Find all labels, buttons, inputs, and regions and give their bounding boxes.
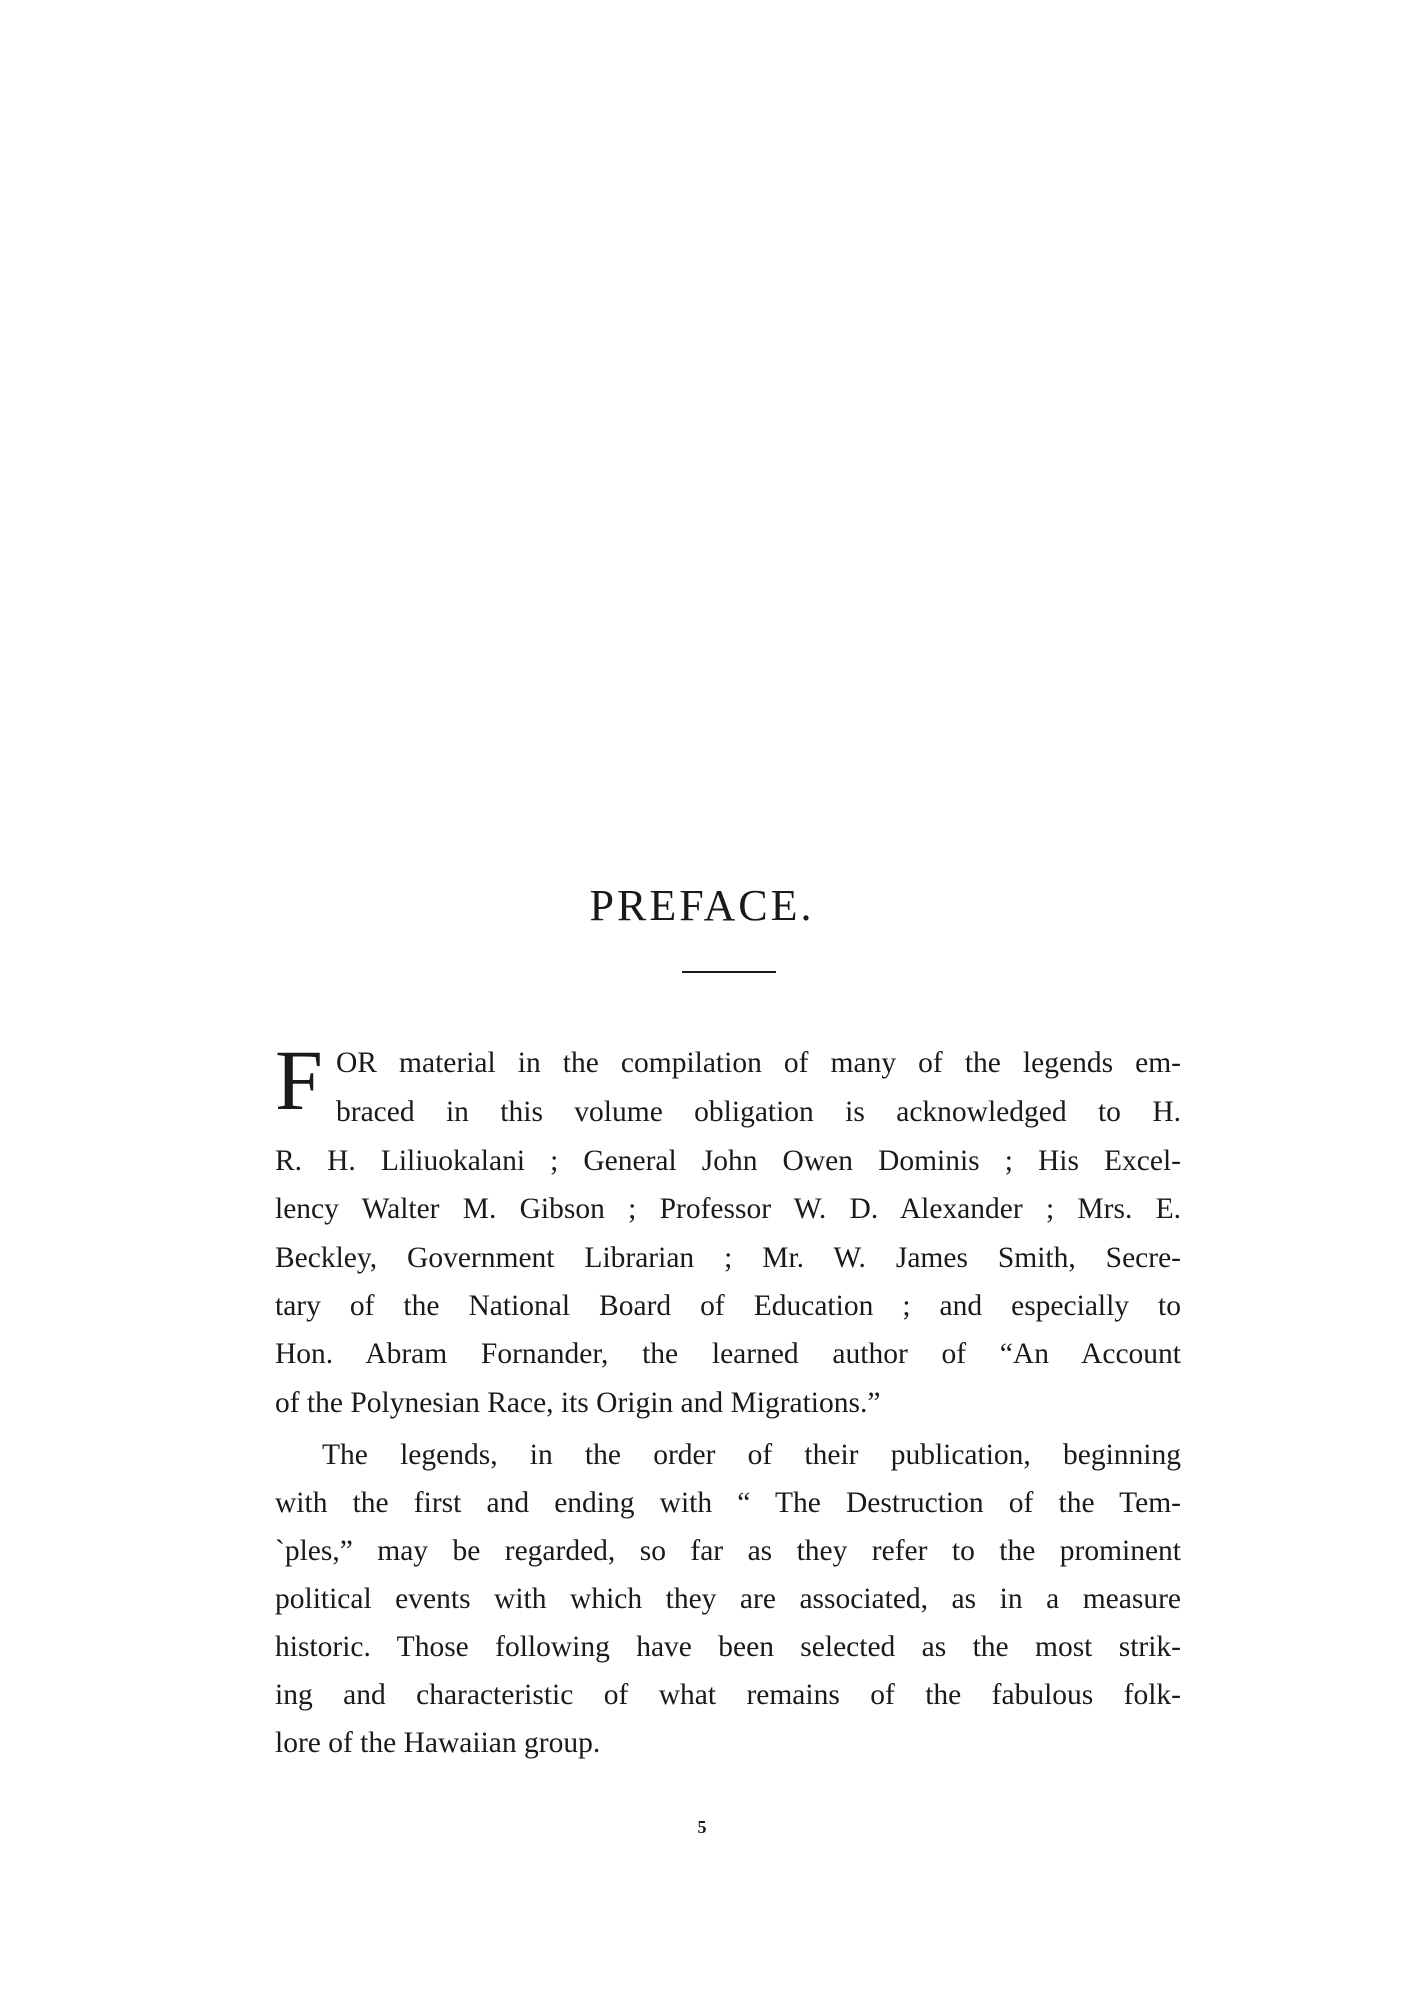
title-rule	[682, 971, 776, 973]
paragraph-line: Beckley, Government Librarian ; Mr. W. James Smith, Secre-	[275, 1242, 1181, 1274]
paragraph-line: historic. Those following have been selected as the most strik-	[275, 1631, 1181, 1663]
page-title: PREFACE.	[589, 881, 815, 930]
paragraph-line: Hon. Abram Fornander, the learned author of “An Account	[275, 1338, 1181, 1370]
paragraph-line: tary of the National Board of Education ; and especially to	[275, 1290, 1181, 1322]
paragraph-line: R. H. Liliuokalani ; General John Owen Dominis ; His Excel-	[275, 1145, 1181, 1177]
paragraph-line: The legends, in the order of their publication, beginning	[322, 1439, 1181, 1471]
paragraph-line: braced in this volume obligation is acknowledged to H.	[336, 1096, 1181, 1128]
paragraph-line: ing and characteristic of what remains of the fabulous folk-	[275, 1679, 1181, 1711]
drop-cap: F	[275, 1032, 323, 1128]
paragraph-line: political events with which they are associated, as in a measure	[275, 1583, 1181, 1615]
paragraph-line: lency Walter M. Gibson ; Professor W. D. Alexander ; Mrs. E.	[275, 1193, 1181, 1225]
paragraph-line: `ples,” may be regarded, so far as they refer to the prominent	[275, 1535, 1181, 1567]
paragraph-line: with the first and ending with “ The Destruction of the Tem-	[275, 1487, 1181, 1519]
paragraph-line: lore of the Hawaiian group.	[275, 1727, 601, 1759]
page-number: 5	[697, 1817, 707, 1837]
paragraph-line: OR material in the compilation of many of the legends em-	[336, 1047, 1181, 1079]
paragraph-line: of the Polynesian Race, its Origin and Migrations.”	[275, 1387, 881, 1419]
